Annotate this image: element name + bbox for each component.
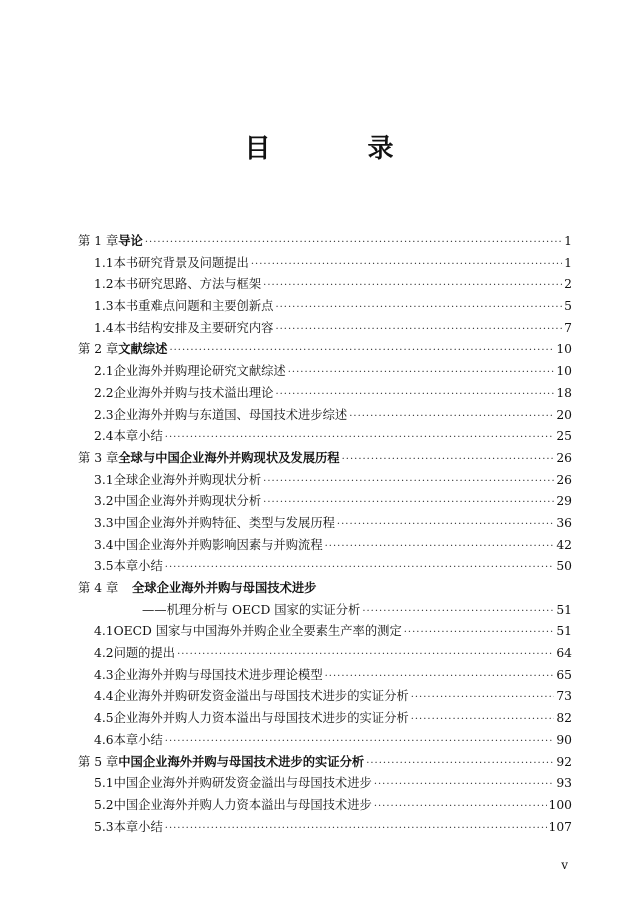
toc-entry-page: 1 bbox=[564, 255, 572, 270]
toc-section-entry[interactable] bbox=[78, 361, 572, 383]
toc-entry-label: ——机理分析与 OECD 国家的实证分析 bbox=[142, 602, 361, 617]
toc-leader-dots bbox=[404, 622, 555, 644]
toc-entry-page: 51 bbox=[556, 624, 572, 639]
toc-section-entry[interactable] bbox=[78, 513, 572, 535]
toc-entry-number: 4.5 bbox=[94, 711, 114, 726]
toc-entry-label: 企业海外并购人力资本溢出与母国技术进步的实证分析 bbox=[113, 711, 409, 726]
toc-leader-dots bbox=[342, 449, 555, 471]
toc-section-entry[interactable] bbox=[78, 491, 572, 513]
toc-entry-label: 中国企业海外并购与母国技术进步的实证分析 bbox=[118, 754, 365, 769]
toc-entry-number: 2.2 bbox=[94, 385, 114, 400]
toc-entry-number: 2.3 bbox=[94, 407, 114, 422]
toc-entry-page: 82 bbox=[556, 711, 572, 726]
toc-section-entry[interactable] bbox=[78, 383, 572, 405]
toc-entry-label: 全球企业海外并购现状分析 bbox=[113, 472, 262, 487]
toc-entry-page: 7 bbox=[564, 320, 572, 335]
toc-entry-number: 4.6 bbox=[94, 732, 114, 747]
toc-leader-dots bbox=[325, 536, 555, 558]
toc-entry-label: 本章小结 bbox=[113, 559, 163, 574]
toc-entry-label: 本章小结 bbox=[113, 429, 163, 444]
toc-entry-label: 中国企业海外并购影响因素与并购流程 bbox=[113, 537, 323, 552]
toc-entry-label: 中国企业海外并购现状分析 bbox=[113, 494, 262, 509]
toc-entry-page: 73 bbox=[556, 689, 572, 704]
toc-entry-number: 第 1 章 bbox=[78, 234, 119, 248]
toc-entry-number: 5.3 bbox=[94, 819, 114, 834]
toc-entry-page: 36 bbox=[556, 515, 572, 530]
toc-entry-number: 2.1 bbox=[94, 364, 114, 379]
toc-entry-page: 25 bbox=[556, 429, 572, 444]
toc-entry-number: 3.4 bbox=[94, 537, 114, 552]
toc-section-entry[interactable] bbox=[78, 253, 572, 275]
toc-leader-dots bbox=[275, 319, 562, 341]
toc-entry-number: 3.1 bbox=[94, 472, 114, 487]
toc-entry-label: 本书研究背景及问题提出 bbox=[113, 255, 249, 270]
toc-leader-dots bbox=[165, 427, 555, 449]
toc-entry-number: 1.2 bbox=[94, 277, 114, 292]
toc-leader-dots bbox=[177, 644, 554, 666]
toc-section-entry[interactable] bbox=[78, 426, 572, 448]
toc-entry-number: 3.5 bbox=[94, 559, 114, 574]
toc-leader-dots bbox=[366, 753, 554, 775]
toc-entry-number: 第 3 章 bbox=[78, 450, 119, 465]
toc-entry-label: 文献综述 bbox=[118, 342, 168, 357]
toc-entry-page: 10 bbox=[556, 342, 572, 357]
toc-entry-label: 中国企业海外并购特征、类型与发展历程 bbox=[113, 515, 335, 530]
toc-entry-number: 1.4 bbox=[94, 320, 114, 335]
toc-leader-dots bbox=[251, 254, 562, 276]
toc-chapter-entry[interactable] bbox=[78, 752, 572, 774]
toc-entry-number: 1.1 bbox=[94, 255, 114, 270]
toc-leader-dots bbox=[411, 709, 555, 731]
toc-entry-label: 本书重难点问题和主要创新点 bbox=[113, 299, 274, 314]
toc-section-entry[interactable] bbox=[78, 643, 572, 665]
toc-entry-number: 3.3 bbox=[94, 515, 114, 530]
toc-leader-dots bbox=[263, 471, 554, 493]
toc-section-entry[interactable] bbox=[78, 817, 572, 839]
toc-entry-label: OECD 国家与中国海外并购企业全要素生产率的测定 bbox=[113, 624, 402, 639]
toc-leader-dots bbox=[275, 384, 554, 406]
toc-entry-page: 64 bbox=[556, 646, 572, 661]
toc-leader-dots bbox=[165, 818, 547, 840]
toc-entry-label: 全球与中国企业海外并购现状及发展历程 bbox=[118, 450, 340, 465]
toc-entry-page: 51 bbox=[556, 602, 572, 617]
toc-entry-page: 100 bbox=[548, 797, 572, 812]
toc-section-entry[interactable] bbox=[78, 296, 572, 318]
toc-leader-dots bbox=[411, 687, 555, 709]
toc-leader-dots bbox=[349, 406, 554, 428]
toc-entry-number: 5.1 bbox=[94, 776, 114, 791]
toc-section-entry[interactable] bbox=[78, 795, 572, 817]
toc-entry-label: 企业海外并购与母国技术进步理论模型 bbox=[113, 667, 323, 682]
toc-entry-page: 5 bbox=[564, 299, 572, 314]
toc-section-entry[interactable] bbox=[78, 470, 572, 492]
toc-entry-number: 第 2 章 bbox=[78, 342, 119, 357]
toc-entry-number: 4.2 bbox=[94, 646, 114, 661]
toc-entry-page: 93 bbox=[556, 776, 572, 791]
toc-entry-page: 65 bbox=[556, 667, 572, 682]
toc-entry-page: 26 bbox=[556, 450, 572, 465]
toc-entry-label: 全球企业海外并购与母国技术进步 bbox=[132, 581, 317, 595]
toc-entry-number: 4.4 bbox=[94, 689, 114, 704]
toc-entry-number: 第 5 章 bbox=[78, 754, 119, 769]
toc-leader-dots bbox=[165, 557, 555, 579]
toc-section-entry[interactable] bbox=[78, 621, 572, 643]
toc-entry-label: 企业海外并购理论研究文献综述 bbox=[113, 364, 286, 379]
toc-entry-number: 5.2 bbox=[94, 797, 114, 812]
toc-entry-number: 1.3 bbox=[94, 299, 114, 314]
toc-leader-dots bbox=[275, 297, 562, 319]
toc-leader-dots bbox=[374, 796, 547, 818]
toc-entry-page: 50 bbox=[556, 559, 572, 574]
toc-entry-label: 本章小结 bbox=[113, 819, 163, 834]
toc-entry-number: 3.2 bbox=[94, 494, 114, 509]
toc-entry-label: 中国企业海外并购人力资本溢出与母国技术进步 bbox=[113, 797, 372, 812]
toc-section-entry[interactable] bbox=[78, 730, 572, 752]
toc-section-entry[interactable] bbox=[78, 535, 572, 557]
toc-leader-dots bbox=[374, 774, 555, 796]
toc-leader-dots bbox=[362, 601, 554, 623]
toc-section-entry[interactable] bbox=[78, 405, 572, 427]
toc-entry-label: 企业海外并购与东道国、母国技术进步综述 bbox=[113, 407, 348, 422]
toc-leader-dots bbox=[325, 666, 555, 688]
page-number: v bbox=[561, 858, 568, 872]
toc-leader-dots bbox=[169, 340, 554, 362]
toc-entry-page: 1 bbox=[564, 234, 572, 248]
toc-chapter-entry[interactable] bbox=[78, 578, 572, 600]
toc-entry-page: 107 bbox=[548, 819, 572, 834]
toc-chapter-entry[interactable] bbox=[78, 448, 572, 470]
toc-entry-label: 本书研究思路、方法与框架 bbox=[113, 277, 262, 292]
toc-chapter-subtitle[interactable] bbox=[78, 600, 572, 622]
toc-section-entry[interactable] bbox=[78, 665, 572, 687]
toc-section-entry[interactable] bbox=[78, 773, 572, 795]
toc-entry-label: 中国企业海外并购研发资金溢出与母国技术进步 bbox=[113, 776, 372, 791]
toc-entry-page: 10 bbox=[556, 364, 572, 379]
toc-entry-page: 90 bbox=[556, 732, 572, 747]
toc-leader-dots bbox=[263, 275, 562, 297]
toc-entry-page: 20 bbox=[556, 407, 572, 422]
table-of-contents bbox=[78, 231, 572, 838]
toc-entry-page: 26 bbox=[556, 472, 572, 487]
toc-entry-page: 29 bbox=[556, 494, 572, 509]
toc-section-entry[interactable] bbox=[78, 708, 572, 730]
toc-leader-dots bbox=[263, 492, 554, 514]
toc-chapter-entry[interactable] bbox=[78, 231, 572, 253]
toc-leader-dots bbox=[145, 232, 562, 254]
toc-entry-page: 2 bbox=[564, 277, 572, 292]
page-title: 目 录 bbox=[244, 134, 438, 164]
toc-entry-label: 企业海外并购与技术溢出理论 bbox=[113, 385, 274, 400]
toc-entry-label: 本章小结 bbox=[113, 732, 163, 747]
toc-entry-label: 问题的提出 bbox=[113, 646, 176, 661]
toc-entry-page: 18 bbox=[556, 385, 572, 400]
toc-leader-dots bbox=[165, 731, 555, 753]
toc-section-entry[interactable] bbox=[78, 686, 572, 708]
toc-entry-label: 导论 bbox=[118, 234, 143, 248]
toc-section-entry[interactable] bbox=[78, 274, 572, 296]
toc-entry-page: 42 bbox=[556, 537, 572, 552]
toc-entry-number: 4.3 bbox=[94, 667, 114, 682]
toc-entry-number: 2.4 bbox=[94, 429, 114, 444]
toc-entry-number: 第 4 章 bbox=[78, 581, 119, 595]
toc-entry-label: 企业海外并购研发资金溢出与母国技术进步的实证分析 bbox=[113, 689, 409, 704]
toc-leader-dots bbox=[337, 514, 554, 536]
toc-section-entry[interactable] bbox=[78, 556, 572, 578]
toc-entry-number: 4.1 bbox=[94, 624, 114, 639]
toc-leader-dots bbox=[288, 362, 555, 384]
toc-chapter-entry[interactable] bbox=[78, 339, 572, 361]
toc-entry-label: 本书结构安排及主要研究内容 bbox=[113, 320, 274, 335]
toc-entry-page: 92 bbox=[556, 754, 572, 769]
toc-section-entry[interactable] bbox=[78, 318, 572, 340]
